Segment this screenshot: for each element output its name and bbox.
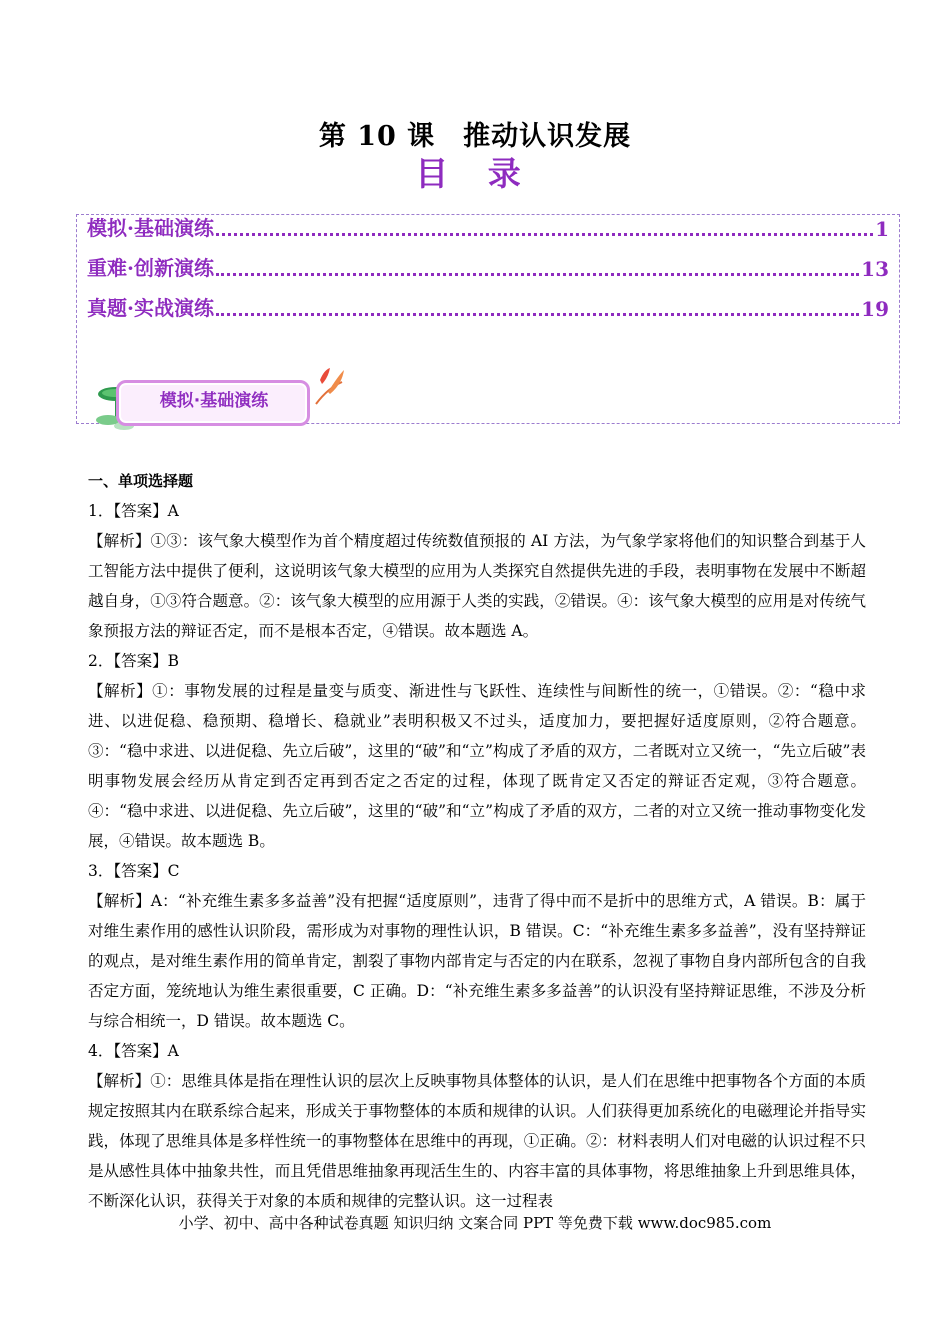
answer-section xyxy=(88,466,866,1216)
page-title: 第 10 课 推动认识发展 xyxy=(318,121,632,152)
toc-dot-leader xyxy=(216,313,859,316)
toc-item-page[interactable]: 13 xyxy=(861,257,889,281)
toc-item-page[interactable]: 19 xyxy=(861,297,889,321)
toc-heading: 目 录 xyxy=(415,154,535,193)
question-analysis: 【解析】A：“补充维生素多多益善”没有把握“适度原则”，违背了得中而不是折中的思维方式，A 错误。B：属于对维生素作用的感性认识阶段，需形成为对事物的理性认识，B 错误。C：“补充维生素多多益善”，没有坚持辩证的观点，是对维生素作用的简单肯定，割裂了事物内部肯定与否定的内在联系，忽视了事物自身内部所包含的自我否定方面，笼统地认为维生素很重要，C 正确。D：“补充维生素多多益善”的认识没有坚持辩证思维，不涉及分析与综合相统一，D 错误。故本题选 C。 xyxy=(88,892,866,1030)
leaf-decoration-icon xyxy=(308,368,348,408)
toc-item-3[interactable] xyxy=(87,295,889,321)
toc-dot-leader xyxy=(216,233,873,236)
toc-item-1[interactable] xyxy=(87,215,889,241)
question-answer: 4．【答案】A xyxy=(88,1042,179,1060)
question-answer: 1．【答案】A xyxy=(88,502,179,520)
question-answer: 3．【答案】C xyxy=(88,862,180,880)
toc-item-label[interactable]: 模拟·基础演练 xyxy=(87,216,214,240)
toc-item-2[interactable] xyxy=(87,255,889,281)
question-analysis: 【解析】①：思维具体是指在理性认识的层次上反映事物具体整体的认识，是人们在思维中把事物各个方面的本质规定按照其内在联系综合起来，形成关于事物整体的本质和规律的认识。人们获得更加系统化的电磁理论并指导实践，体现了思维具体是多样性统一的事物整体在思维中的再现，①正确。②：材料表明人们对电磁的认识过程不只是从感性具体中抽象共性，而且凭借思维抽象再现活生生的、内容丰富的具体事物，将思维抽象上升到思维具体，不断深化认识，获得关于对象的本质和规律的完整认识。这一过程表 xyxy=(88,1072,866,1210)
question-analysis: 【解析】①③：该气象大模型作为首个精度超过传统数值预报的 AI 方法，为气象学家将他们的知识整合到基于人工智能方法中提供了便利，这说明该气象大模型的应用为人类探究自然提供先进的手段，表明事物在发展中不断超越自身，①③符合题意。②：该气象大模型的应用源于人类的实践，②错误。④：该气象大模型的应用是对传统气象预报方法的辩证否定，而不是根本否定，④错误。故本题选 A。 xyxy=(88,532,866,640)
question-answer: 2．【答案】B xyxy=(88,652,180,670)
page-footer: 小学、初中、高中各种试卷真题 知识归纳 文案合同 PPT 等免费下载 www.doc985.com xyxy=(178,1214,772,1232)
toc-item-label[interactable]: 重难·创新演练 xyxy=(87,256,214,280)
question-analysis: 【解析】①：事物发展的过程是量变与质变、渐进性与飞跃性、连续性与间断性的统一，①错误。②：“稳中求进、以进促稳、稳预期、稳增长、稳就业”表明积极又不过头，适度加力，要把握好适度原则，②符合题意。③：“稳中求进、以进促稳、先立后破”，这里的“破”和“立”构成了矛盾的双方，二者既对立又统一，“先立后破”表明事物发展会经历从肯定到否定再到否定之否定的过程，体现了既肯定又否定的辩证否定观，③符合题意。④：“稳中求进、以进促稳、先立后破”，这里的“破”和“立”构成了矛盾的双方，二者的对立又统一推动事物变化发展，④错误。故本题选 B。 xyxy=(88,682,866,850)
section-heading: 一、单项选择题 xyxy=(88,472,194,490)
toc-item-label[interactable]: 真题·实战演练 xyxy=(87,296,214,320)
section-badge-label: 模拟·基础演练 xyxy=(159,391,269,411)
toc-dot-leader xyxy=(216,273,859,276)
toc-item-page[interactable]: 1 xyxy=(875,217,889,241)
section-badge xyxy=(94,372,344,432)
